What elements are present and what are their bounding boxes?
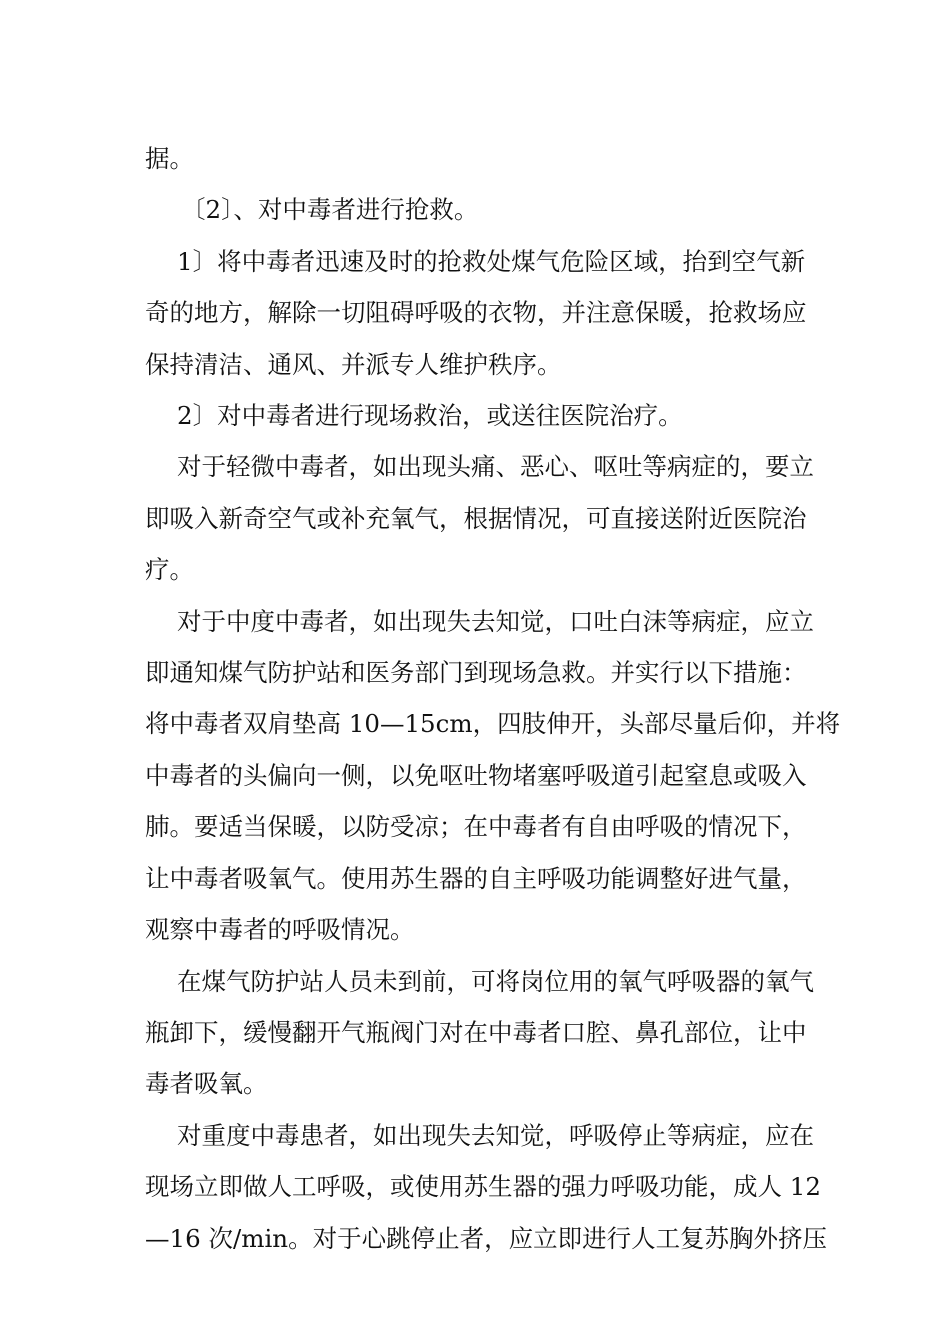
text-line: 毒者吸氧。 <box>145 1069 268 1099</box>
text-line: 在煤气防护站人员未到前，可将岗位用的氧气呼吸器的氧气 <box>177 966 814 996</box>
section-heading: 〔2〕、对中毒者进行抢救。 <box>181 195 479 225</box>
paragraph-moderate-poisoning <box>145 596 841 956</box>
text-line: 2〕对中毒者进行现场救治，或送往医院治疗。 <box>177 401 683 431</box>
document-body <box>145 133 841 1264</box>
paragraph-section-heading <box>145 184 810 235</box>
text-line: 观察中毒者的呼吸情况。 <box>145 915 415 945</box>
text-line: 将中毒者双肩垫高 10—15cm，四肢伸开，头部尽量后仰，并将 <box>145 709 841 739</box>
text-line: 即吸入新奇空气或补充氧气，根据情况，可直接送附近医院治 <box>145 503 807 533</box>
text-line: 据。 <box>145 144 194 173</box>
text-line: 现场立即做人工呼吸，或使用苏生器的强力呼吸功能，成人 12 <box>145 1172 821 1202</box>
text-line: 肺。要适当保暖，以防受凉；在中毒者有自由呼吸的情况下， <box>145 812 807 842</box>
text-line: —16 次/min。对于心跳停止者，应立即进行人工复苏胸外挤压 <box>145 1223 828 1253</box>
text-line: 疗。 <box>145 555 194 585</box>
text-line: 即通知煤气防护站和医务部门到现场急救。并实行以下措施： <box>145 658 807 688</box>
text-line: 1〕将中毒者迅速及时的抢救处煤气危险区域，抬到空气新 <box>177 246 806 276</box>
text-line: 瓶卸下，缓慢翻开气瓶阀门对在中毒者口腔、鼻孔部位，让中 <box>145 1017 807 1047</box>
text-line: 中毒者的头偏向一侧，以免呕吐物堵塞呼吸道引起窒息或吸入 <box>145 760 807 790</box>
text-line: 保持清洁、通风、并派专人维护秩序。 <box>145 349 562 379</box>
paragraph-before-rescue-team <box>145 956 814 1110</box>
text-line: 奇的地方，解除一切阻碍呼吸的衣物，并注意保暖，抢救场应 <box>145 298 807 328</box>
paragraph-severe-poisoning <box>145 1110 828 1264</box>
text-line: 对于轻微中毒者，如出现头痛、恶心、呕吐等病症的，要立 <box>177 452 814 482</box>
paragraph-step-1 <box>145 236 810 390</box>
paragraph-continuation <box>145 133 810 184</box>
paragraph-mild-poisoning <box>145 441 814 595</box>
text-line: 让中毒者吸氧气。使用苏生器的自主呼吸功能调整好进气量， <box>145 863 807 893</box>
text-line: 对重度中毒患者，如出现失去知觉，呼吸停止等病症，应在 <box>177 1120 814 1150</box>
text-line: 对于中度中毒者，如出现失去知觉，口吐白沫等病症，应立 <box>177 606 814 636</box>
paragraph-step-2 <box>145 390 810 441</box>
